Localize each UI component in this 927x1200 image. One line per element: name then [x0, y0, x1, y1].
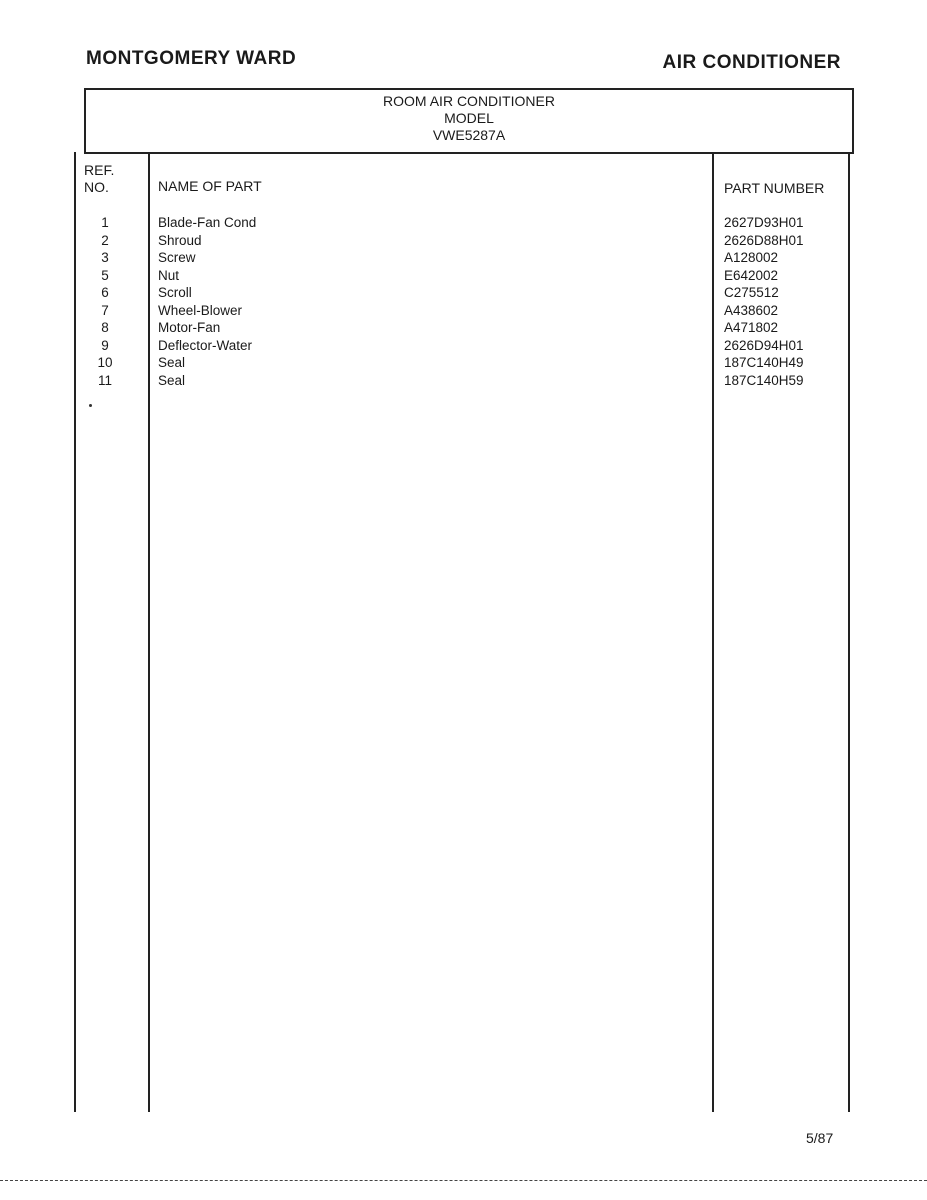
table-rule-ref	[148, 152, 150, 1112]
brand-header: MONTGOMERY WARD	[86, 48, 297, 69]
table-row-name: Motor-Fan	[158, 320, 221, 335]
table-row-ref: 7	[101, 302, 109, 318]
table-row-part: A471802	[724, 320, 779, 335]
name-of-part-header: NAME OF PART	[158, 178, 262, 194]
table-rule-right	[848, 152, 850, 1112]
table-row-part: 187C140H49	[724, 355, 804, 370]
table-row-ref: 10	[97, 355, 113, 370]
table-row-name: Seal	[158, 372, 186, 388]
table-rule-part	[712, 152, 714, 1112]
ref-header-line2: NO.	[84, 179, 109, 195]
table-rule-left	[74, 152, 76, 1112]
table-row-ref: 8	[101, 320, 109, 335]
table-row-name: Shroud	[158, 232, 202, 248]
table-row-part: 2626D94H01	[724, 337, 804, 353]
table-row-ref: 3	[101, 250, 109, 265]
table-row-name: Nut	[158, 267, 180, 283]
table-row-part: 2627D93H01	[724, 215, 804, 230]
ref-column	[84, 214, 126, 389]
name-column	[158, 214, 256, 389]
table-row-name: Blade-Fan Cond	[158, 215, 257, 230]
table-row-ref: 2	[101, 232, 109, 248]
table-row-ref: 6	[101, 285, 109, 300]
table-row-ref: 9	[101, 337, 109, 353]
ref-header-line1: REF.	[84, 162, 115, 178]
table-row-name: Wheel-Blower	[158, 302, 243, 318]
table-row-ref: 1	[101, 215, 109, 230]
ref-no-header	[84, 162, 114, 196]
title-line-product: ROOM AIR CONDITIONER	[383, 93, 555, 109]
bottom-rule	[0, 1180, 927, 1182]
part-number-header: PART NUMBER	[724, 180, 825, 196]
table-row-name: Screw	[158, 250, 196, 265]
stray-mark	[89, 404, 92, 407]
table-row-name: Seal	[158, 355, 186, 370]
table-row-part: A438602	[724, 302, 779, 318]
table-row-ref: 5	[101, 267, 109, 283]
table-row-part: 2626D88H01	[724, 232, 804, 248]
table-row-part: A128002	[724, 250, 779, 265]
title-block	[84, 88, 854, 154]
category-header: AIR CONDITIONER	[662, 52, 841, 73]
table-row-part: E642002	[724, 267, 779, 283]
part-column	[724, 214, 804, 389]
table-row-name: Scroll	[158, 285, 192, 300]
title-line-model-number: VWE5287A	[432, 127, 506, 143]
table-row-part: 187C140H59	[724, 372, 804, 388]
table-row-part: C275512	[724, 285, 779, 300]
title-line-model-label: MODEL	[444, 110, 494, 126]
table-row-name: Deflector-Water	[158, 337, 253, 353]
table-row-ref: 11	[97, 372, 112, 388]
page-number: 5/87	[806, 1130, 834, 1146]
